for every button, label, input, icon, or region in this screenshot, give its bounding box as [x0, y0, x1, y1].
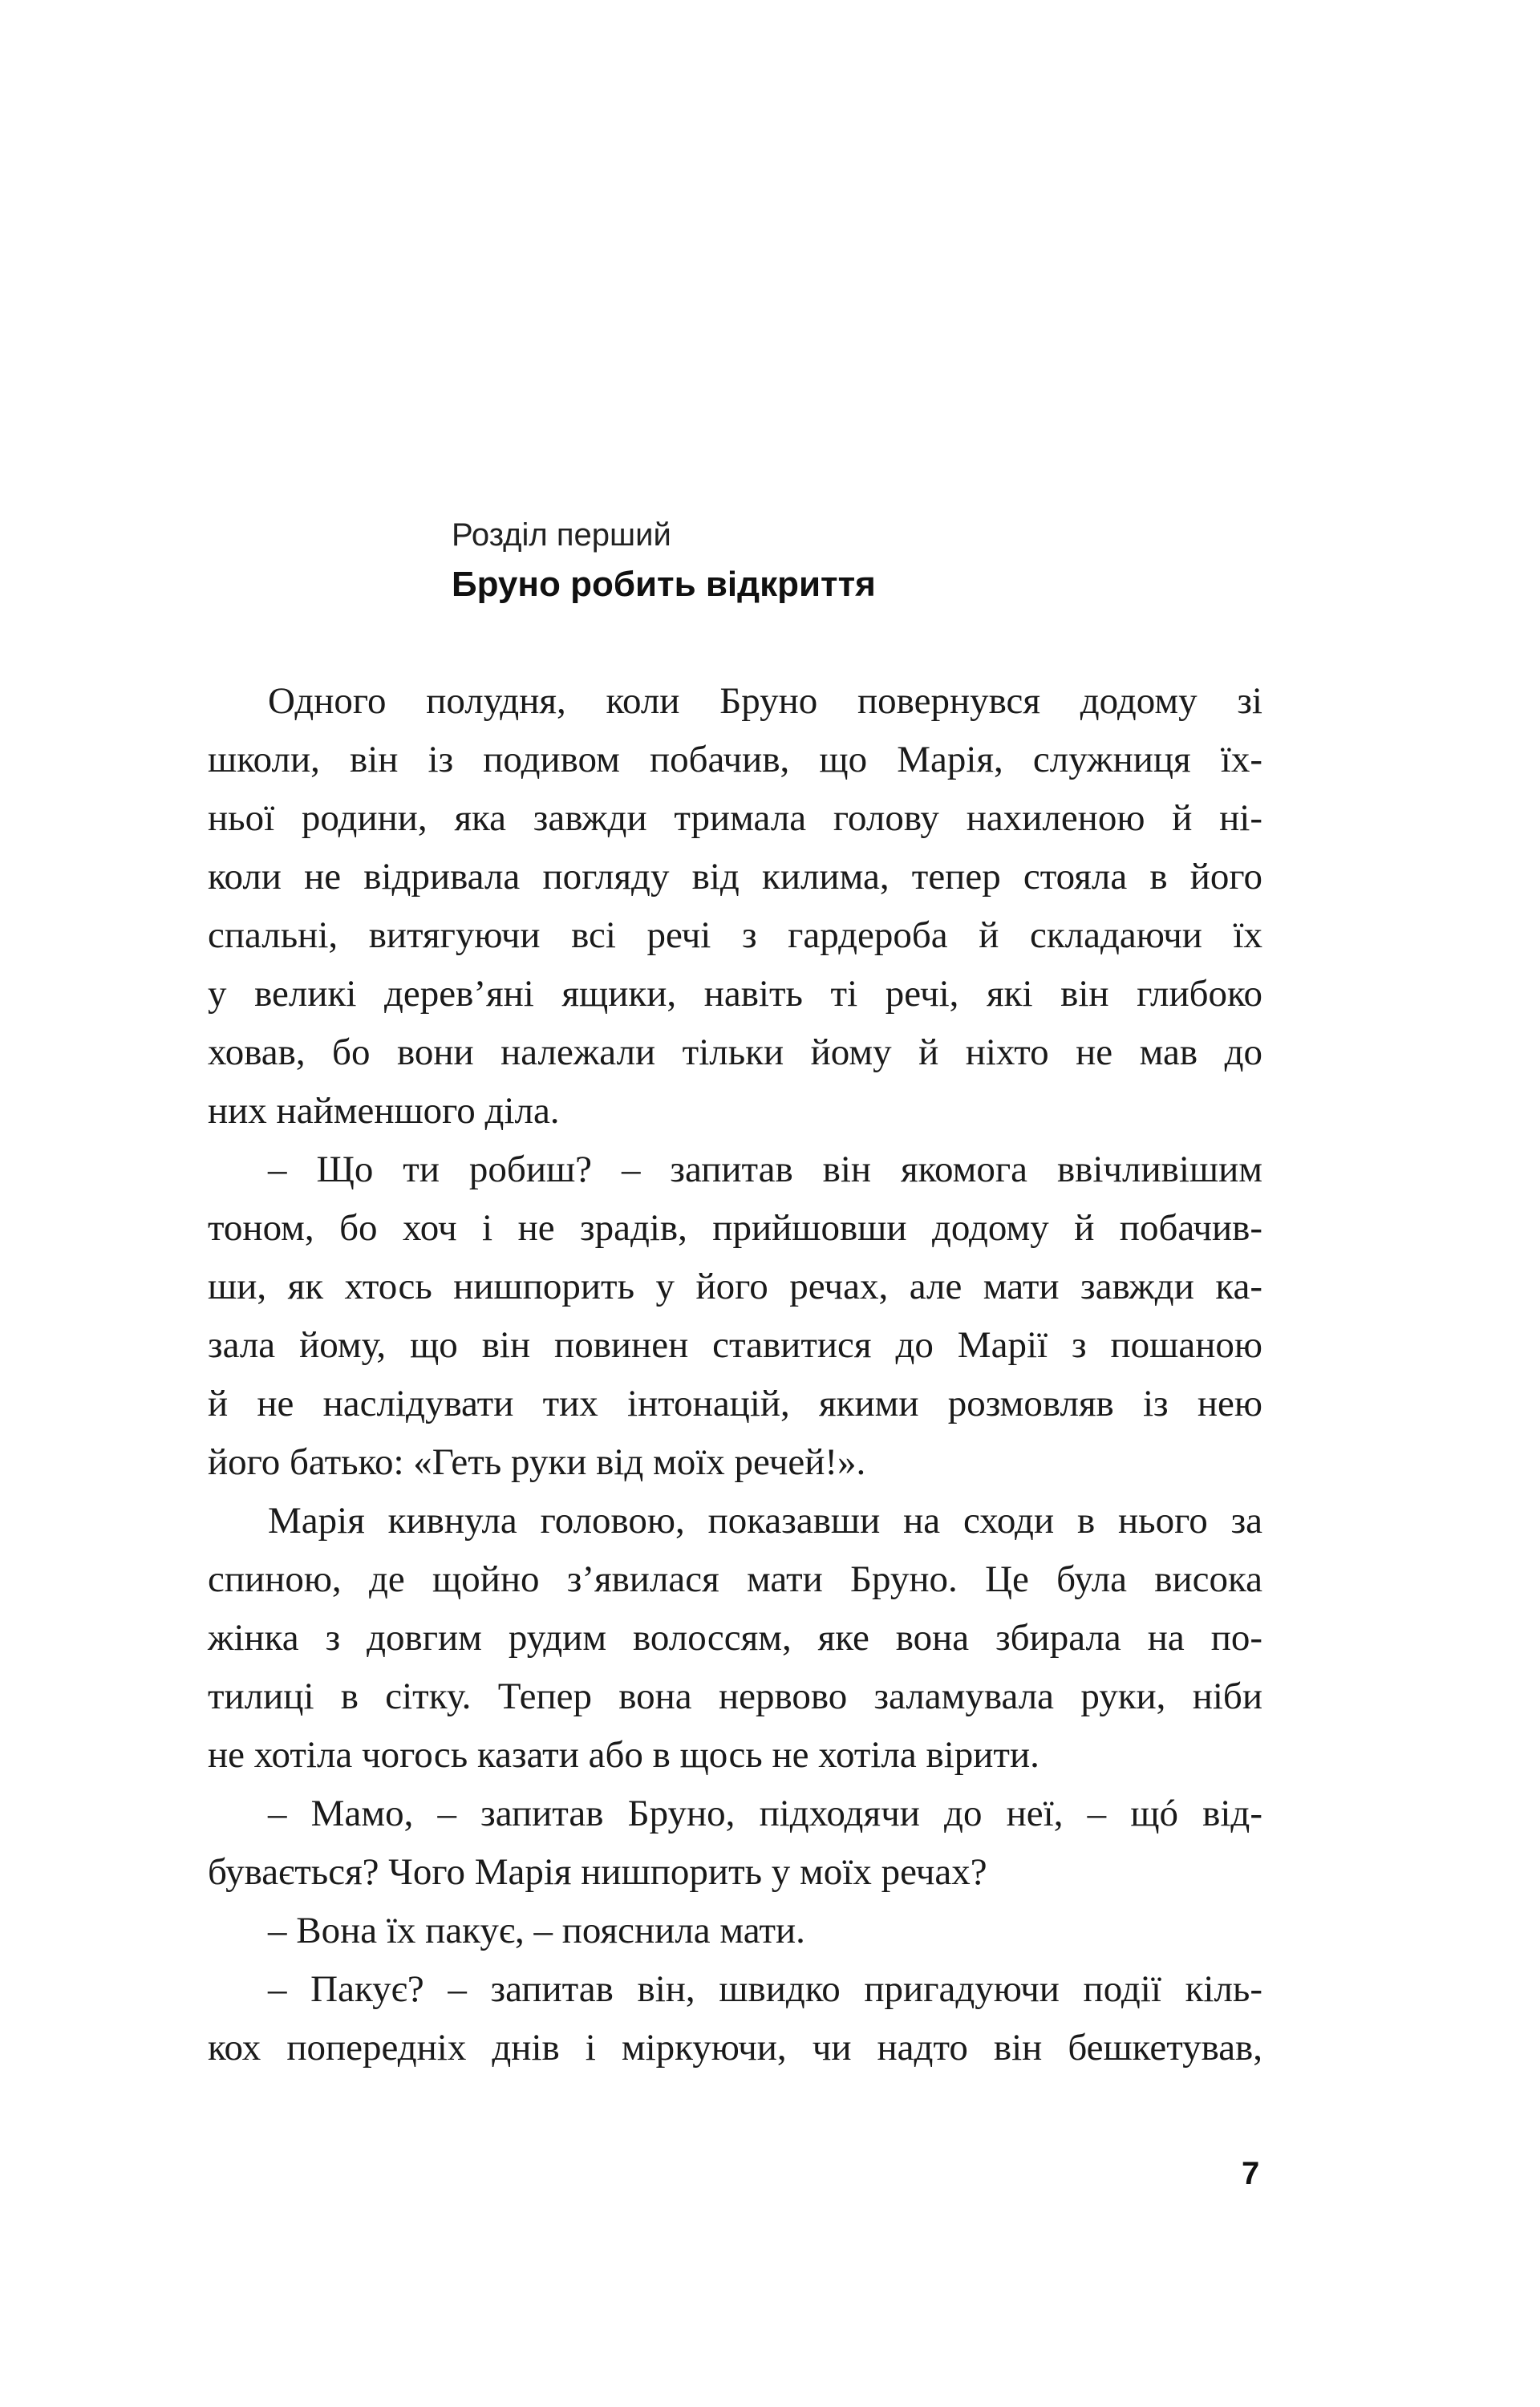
text-line: Марія кивнула головою, показавши на сходи в нього за: [268, 1500, 1262, 1542]
text-line: кох попередніх днів і міркуючи, чи надто він бешкетував,: [208, 2027, 1262, 2069]
chapter-title: Бруно робить відкриття: [452, 565, 876, 604]
text-line: не хотіла чогось казати або в щось не хотіла вірити.: [208, 1734, 1040, 1776]
text-line: жінка з довгим рудим волоссям, яке вона збирала на по-: [208, 1617, 1262, 1659]
text-line: й не наслідувати тих інтонацій, якими розмовляв із нею: [208, 1383, 1262, 1424]
text-line: ши, як хтось нишпорить у його речах, але мати завжди ка-: [208, 1266, 1262, 1307]
text-line: Одного полудня, коли Бруно повернувся додому зі: [268, 680, 1262, 722]
text-line: зала йому, що він повинен ставитися до Марії з пошаною: [208, 1324, 1262, 1366]
text-line: них найменшого діла.: [208, 1090, 560, 1132]
page-number: 7: [1242, 2156, 1260, 2191]
text-line: тоном, бо хоч і не зрадів, прийшовши додому й побачив-: [208, 1207, 1262, 1249]
text-line: ховав, бо вони належали тільки йому й ніхто не мав до: [208, 1031, 1262, 1073]
text-line: – Що ти робиш? – запитав він якомога ввічливішим: [268, 1149, 1262, 1190]
body-text: [208, 672, 1262, 2077]
text-line: коли не відривала погляду від килима, тепер стояла в його: [208, 856, 1262, 898]
text-line: спальні, витягуючи всі речі з гардероба й складаючи їх: [208, 914, 1262, 956]
text-line: – Вона їх пакує, – пояснила мати.: [268, 1910, 805, 1951]
text-line: ньої родини, яка завжди тримала голову нахиленою й ні-: [208, 797, 1262, 839]
text-line: його батько: «Геть руки від моїх речей!».: [208, 1441, 866, 1483]
text-line: школи, він із подивом побачив, що Марія, служниця їх-: [208, 739, 1262, 780]
text-line: – Мамо, – запитав Бруно, підходячи до неї, – щó від-: [268, 1793, 1262, 1834]
text-line: тилиці в сітку. Тепер вона нервово заламувала руки, ніби: [208, 1676, 1262, 1717]
text-line: у великі дерев’яні ящики, навіть ті речі, які він глибоко: [208, 973, 1262, 1015]
text-line: спиною, де щойно з’явилася мати Бруно. Це була висока: [208, 1558, 1262, 1600]
text-line: – Пакує? – запитав він, швидко пригадуючи події кіль-: [268, 1968, 1262, 2010]
text-line: бувається? Чого Марія нишпорить у моїх речах?: [208, 1851, 987, 1893]
chapter-label: Розділ перший: [452, 517, 671, 553]
